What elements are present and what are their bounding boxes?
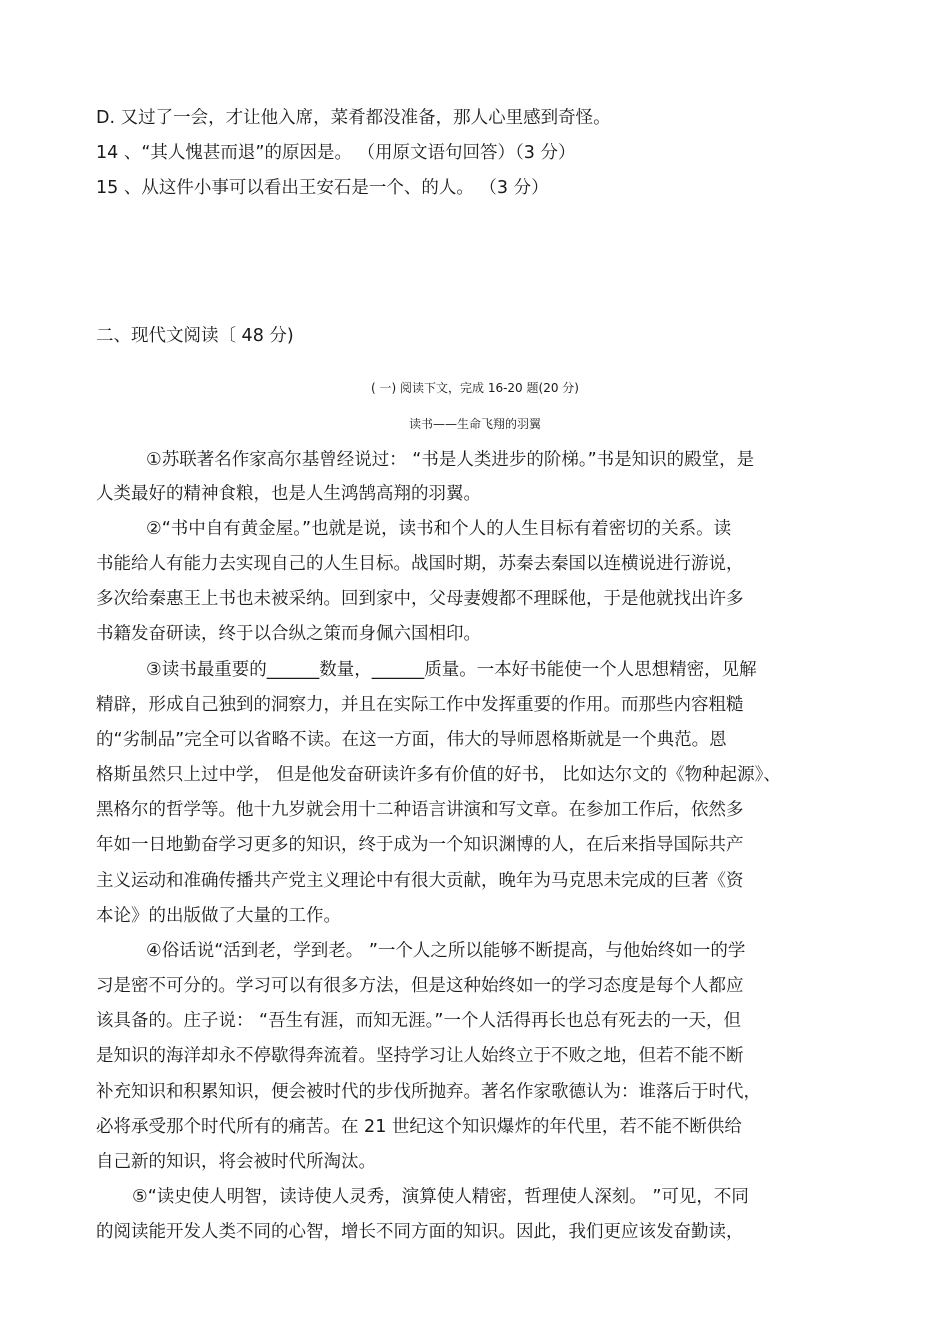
article-line: ①苏联著名作家高尔基曾经说过： “书是人类进步的阶梯。”书是知识的殿堂，是 <box>146 450 755 470</box>
article-line: 黑格尔的哲学等。他十九岁就会用十二种语言讲演和写文章。在参加工作后，依然多 <box>96 800 744 820</box>
article-line: ④俗话说“活到老，学到老。 ”一个人之所以能够不断提高，与他始终如一的学 <box>146 941 746 961</box>
question-14: 14 、“其人愧甚而退”的原因是。 （用原文语句回答）（3 分） <box>96 143 576 163</box>
option-d: D. 又过了一会，才让他入席，菜肴都没准备，那人心里感到奇怪。 <box>96 108 611 128</box>
article-line: 的阅读能开发人类不同的心智，增长不同方面的知识。因此，我们更应该发奋勤读， <box>96 1222 744 1242</box>
article-line: 书能给人有能力去实现自己的人生目标。战国时期，苏秦去秦国以连横说进行游说， <box>96 554 744 574</box>
section-title: 二、现代文阅读〔 48 分) <box>96 326 294 346</box>
article-line: 自己新的知识，将会被时代所淘汰。 <box>96 1152 376 1172</box>
article-line: 书籍发奋研读，终于以合纵之策而身佩六国相印。 <box>96 624 481 644</box>
sub-heading: ( 一) 阅读下文，完成 16-20 题(20 分) <box>371 381 579 395</box>
article-line: ②“书中自有黄金屋。”也就是说，读书和个人的人生目标有着密切的关系。读 <box>146 519 732 539</box>
article-line: 人类最好的精神食粮，也是人生鸿鹄高翔的羽翼。 <box>96 484 481 504</box>
article-line: 补充知识和积累知识，便会被时代的步伐所抛弃。著名作家歌德认为：谁落后于时代， <box>96 1082 761 1102</box>
article-line: 精辟，形成自己独到的洞察力，并且在实际工作中发挥重要的作用。而那些内容粗糙 <box>96 695 744 715</box>
article-line: ③读书最重要的______数量，______质量。一本好书能使一个人思想精密，见解 <box>146 660 757 680</box>
article-line: 格斯虽然只上过中学， 但是他发奋研读许多有价值的好书， 比如达尔文的《物种起源》、 <box>96 765 781 785</box>
article-line: 多次给秦惠王上书也未被采纳。回到家中，父母妻嫂都不理睬他，于是他就找出许多 <box>96 589 744 609</box>
article-line: 必将承受那个时代所有的痛苦。在 21 世纪这个知识爆炸的年代里，若不能不断供给 <box>96 1117 742 1137</box>
article-line: ⑤“读史使人明智，读诗使人灵秀，演算使人精密，哲理使人深刻。 ”可见，不同 <box>132 1187 749 1207</box>
question-15: 15 、从这件小事可以看出王安石是一个、的人。 （3 分） <box>96 178 549 198</box>
article-line: 主义运动和准确传播共产党主义理论中有很大贡献，晚年为马克思未完成的巨著《资 <box>96 871 744 891</box>
article-line: 本论》的出版做了大量的工作。 <box>96 906 341 926</box>
article-title: 读书——生命飞翔的羽翼 <box>408 417 541 431</box>
article-line: 该具备的。庄子说： “吾生有涯，而知无涯。”一个人活得再长也总有死去的一天，但 <box>96 1011 741 1031</box>
article-line: 年如一日地勤奋学习更多的知识，终于成为一个知识渊博的人，在后来指导国际共产 <box>96 835 744 855</box>
article-line: 是知识的海洋却永不停歇得奔流着。坚持学习让人始终立于不败之地，但若不能不断 <box>96 1046 744 1066</box>
article-line: 习是密不可分的。学习可以有很多方法，但是这种始终如一的学习态度是每个人都应 <box>96 976 744 996</box>
article-line: 的“劣制品”完全可以省略不读。在这一方面，伟大的导师恩格斯就是一个典范。恩 <box>96 730 727 750</box>
